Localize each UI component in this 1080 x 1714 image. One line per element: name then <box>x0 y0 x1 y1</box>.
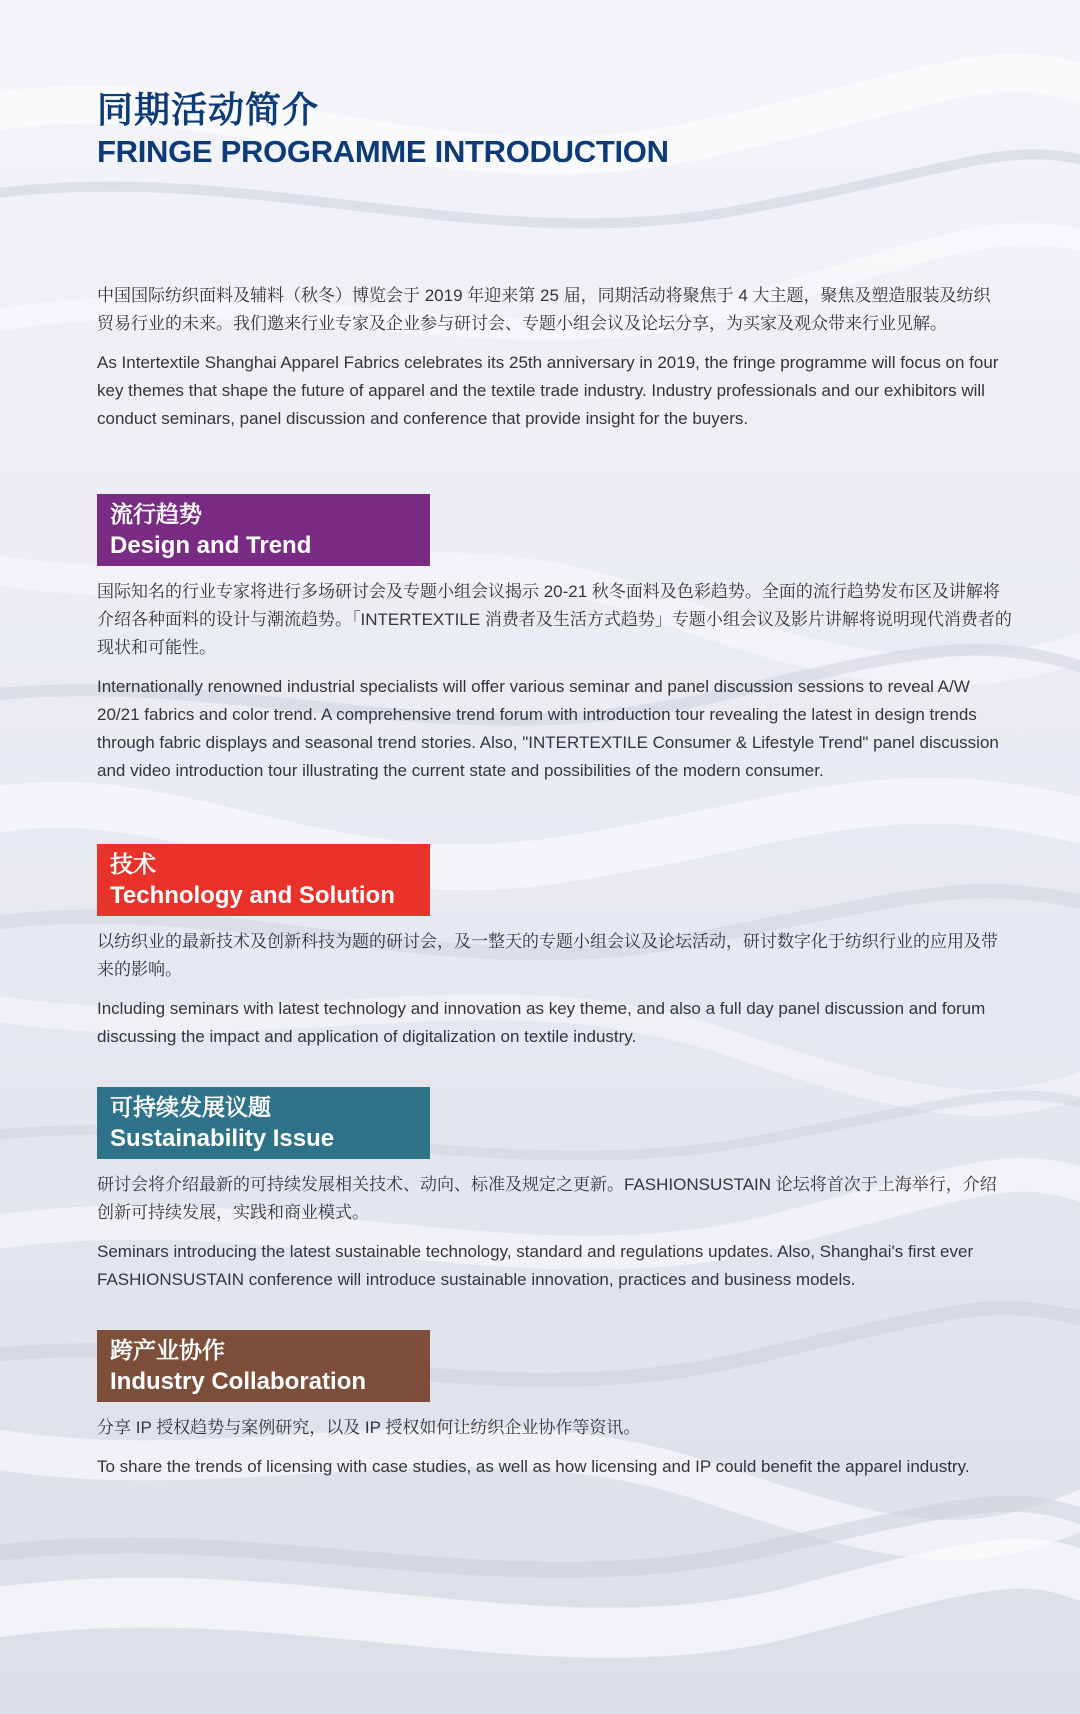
section-title-zh: 可持续发展议题 <box>110 1094 271 1120</box>
section-body-en: Internationally renowned industrial specialists will offer various seminar and panel discussion sessions to reveal A/W 20/21 fabrics and color trend. A comprehensive trend forum with introduction tour revealing the latest in design trends through fabric displays and seasonal trend stories. Also, "INTERTEXTILE Consumer & Lifestyle Trend" panel discussion and video introduction tour illustrating the current state and possibilities of the modern consumer. <box>97 677 999 780</box>
section-title-zh: 技术 <box>110 851 156 877</box>
intro-block <box>97 282 1007 433</box>
section-body-zh: 分享 IP 授权趋势与案例研究，以及 IP 授权如何让纺织企业协作等资讯。 <box>97 1418 641 1437</box>
section-badge <box>97 494 430 566</box>
section-title-en: Industry Collaboration <box>110 1368 367 1395</box>
section-title-en: Design and Trend <box>110 532 312 559</box>
intro-text-zh: 中国国际纺织面料及辅料（秋冬）博览会于 2019 年迎来第 25 届，同期活动将聚焦于 4 大主题，聚焦及塑造服装及纺织贸易行业的未来。我们邀来行业专家及企业参与研讨会、专题小组会议及论坛分享，为买家及观众带来行业见解。 <box>97 286 991 333</box>
section-design-trend <box>97 494 1012 785</box>
section-title-zh: 流行趋势 <box>110 501 202 527</box>
section-body-en: Including seminars with latest technology and innovation as key theme, and also a full day panel discussion and forum discussing the impact and application of digitalization on textile industry. <box>97 999 986 1046</box>
section-body-zh: 以纺织业的最新技术及创新科技为题的研讨会，及一整天的专题小组会议及论坛活动，研讨数字化于纺织行业的应用及带来的影响。 <box>97 932 998 979</box>
section-sustainability-issue <box>97 1087 1012 1294</box>
section-body-en: Seminars introducing the latest sustainable technology, standard and regulations updates. Also, Shanghai's first ever FASHIONSUSTAIN conference will introduce sustainable innovation, practices and business models. <box>97 1242 974 1289</box>
section-title-en: Technology and Solution <box>110 882 395 909</box>
section-body-en: To share the trends of licensing with case studies, as well as how licensing and IP could benefit the apparel industry. <box>97 1457 970 1476</box>
section-badge <box>97 844 430 916</box>
section-body-zh: 国际知名的行业专家将进行多场研讨会及专题小组会议揭示 20-21 秋冬面料及色彩趋势。全面的流行趋势发布区及讲解将介绍各种面料的设计与潮流趋势。「INTERTEXTILE 消费者及生活方式趋势」专题小组会议及影片讲解将说明现代消费者的现状和可能性。 <box>97 582 1012 657</box>
section-industry-collaboration <box>97 1330 1012 1481</box>
section-technology-solution <box>97 844 1012 1051</box>
section-badge <box>97 1330 430 1402</box>
page-title-en: FRINGE PROGRAMME INTRODUCTION <box>97 134 669 169</box>
intro-text-en: As Intertextile Shanghai Apparel Fabrics celebrates its 25th anniversary in 2019, the fringe programme will focus on four key themes that shape the future of apparel and the textile trade industry. Industry professionals and our exhibitors will conduct seminars, panel discussion and conference that provide insight for the buyers. <box>97 353 999 428</box>
section-title-zh: 跨产业协作 <box>110 1337 225 1363</box>
section-body-zh: 研讨会将介绍最新的可持续发展相关技术、动向、标准及规定之更新。FASHIONSUSTAIN 论坛将首次于上海举行，介绍创新可持续发展，实践和商业模式。 <box>97 1175 997 1222</box>
section-title-en: Sustainability Issue <box>110 1125 335 1152</box>
section-badge <box>97 1087 430 1159</box>
page-title-zh: 同期活动简介 <box>97 89 320 130</box>
